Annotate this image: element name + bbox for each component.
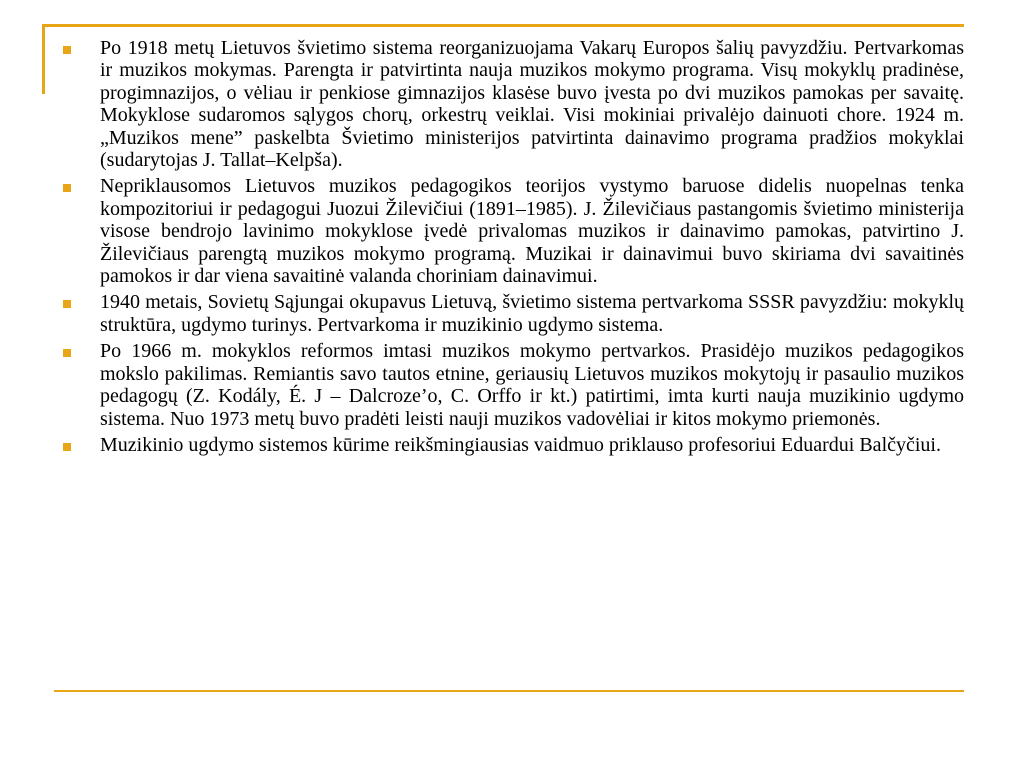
list-item: [62, 291, 964, 336]
square-bullet-icon: [63, 184, 71, 192]
bullet-text: Po 1966 m. mokyklos reformos imtasi muzikos mokymo pertvarkos. Prasidėjo muzikos pedagogikos mokslo pakilimas. Remiantis savo tautos etnine, geriausių Lietuvos muzikos mokytojų ir pasaulio muzikos pedagogų (Z. Kodály, É. J – Dalcroze’o, C. Orffo ir kt.) patirtimi, imta kurti nauja muzikinio ugdymo sistema. Nuo 1973 metų buvo pradėti leisti nauji muzikos vadovėliai ir kitos mokymo priemonės.: [100, 340, 964, 430]
top-accent-rule: [42, 24, 964, 27]
bottom-accent-rule: [54, 690, 964, 692]
slide-content: [62, 37, 964, 460]
list-item: [62, 340, 964, 430]
square-bullet-icon: [63, 443, 71, 451]
bullet-text: Nepriklausomos Lietuvos muzikos pedagogikos teorijos vystymo baruose didelis nuopelnas tenka kompozitoriui ir pedagogui Juozui Žilevičiui (1891–1985). J. Žilevičiaus pastangomis švietimo ministerija visose bendrojo lavinimo mokyklose įvedė privalomas muzikos ir dainavimo pamokas, patvirtino J. Žilevičiaus parengtą muzikos mokymo programą. Muzikai ir dainavimui buvo skiriama dvi savaitinės pamokos ir dar viena savaitinė valanda choriniam dainavimui.: [100, 175, 964, 288]
bullet-list: [62, 37, 964, 456]
square-bullet-icon: [63, 349, 71, 357]
bullet-text: 1940 metais, Sovietų Sąjungai okupavus Lietuvą, švietimo sistema pertvarkoma SSSR pavyzdžiu: mokyklų struktūra, ugdymo turinys. Pertvarkoma ir muzikinio ugdymo sistema.: [100, 291, 964, 336]
left-accent-rule: [42, 24, 45, 94]
bullet-text: Po 1918 metų Lietuvos švietimo sistema reorganizuojama Vakarų Europos šalių pavyzdžiu. Pertvarkomas ir muzikos mokymas. Parengta ir patvirtinta nauja muzikos mokymo programa. Visų mokyklų pradinėse, progimnazijos, o vėliau ir penkiose gimnazijos klasėse buvo įvesta po dvi muzikos pamokas per savaitę. Mokyklose sudaromos sąlygos chorų, orkestrų veiklai. Visi mokiniai privalėjo dainuoti chore. 1924 m. „Muzikos mene” paskelbta Švietimo ministerijos patvirtinta dainavimo programa pradžios mokyklai (sudarytojas J. Tallat–Kelpša).: [100, 37, 964, 172]
list-item: [62, 175, 964, 287]
list-item: [62, 37, 964, 171]
list-item: [62, 434, 964, 456]
square-bullet-icon: [63, 300, 71, 308]
square-bullet-icon: [63, 46, 71, 54]
bullet-text: Muzikinio ugdymo sistemos kūrime reikšmingiausias vaidmuo priklauso profesoriui Eduardui Balčyčiui.: [100, 433, 941, 456]
